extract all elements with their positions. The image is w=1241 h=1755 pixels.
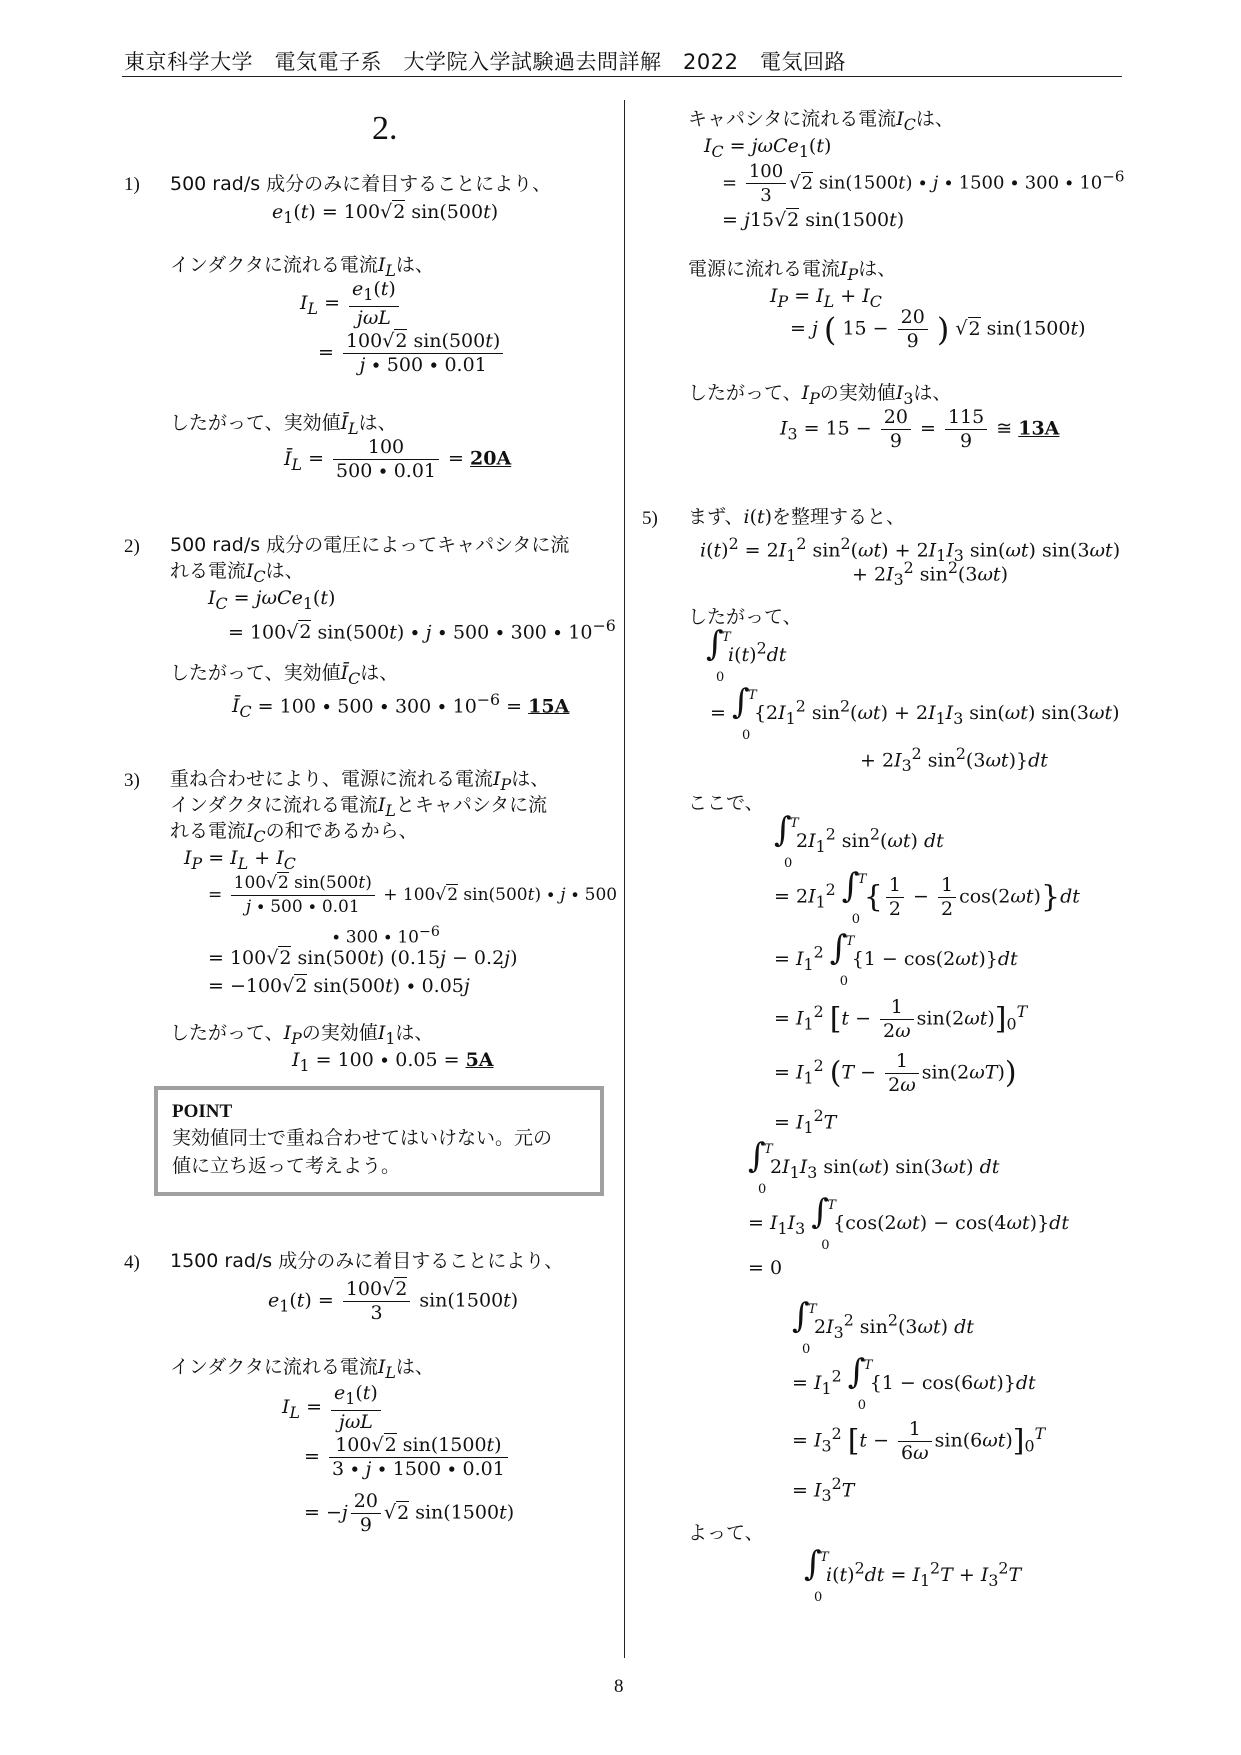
point-title: POINT <box>172 1101 233 1122</box>
eq-p3-ip-2: = $\frac{100√2 \sin(500t)}{j \cdot 500 \cdot 0.01}$ + 100√2 sin(500t) ∙ j ∙ 500 <box>208 873 618 917</box>
eq-p4-result: $I_3 = 15$ − $\frac{20}{9}$ = $\frac{115}{9}$ ≅ 13A <box>780 406 1060 452</box>
problem-2-intro-1: 500 rad/s 成分の電圧によってキャパシタに流 <box>170 534 570 556</box>
eq-p1-il-1: $I_L$ = $e_1(t)$ jωL <box>300 278 402 330</box>
problem-4-number: 4) <box>124 1252 140 1273</box>
problem-1-intro: 500 rad/s 成分のみに着目することにより、 <box>170 173 552 195</box>
page-number: 8 <box>614 1676 624 1697</box>
problem-1-number: 1) <box>124 174 140 195</box>
page-header: 東京科学大学 電気電子系 大学院入学試験過去問詳解 2022 電気回路 <box>124 50 846 74</box>
p5-here: ここで、 <box>688 792 764 814</box>
p1-inductor-line: インダクタに流れる電流$I_L$は、 <box>170 254 434 280</box>
eq-p4-ip-1: $I_P = I_L + I_C$ <box>770 285 882 311</box>
eq-p1-il-2: = $\frac{100√2 \sin(500t)}{j \cdot 500 \cdot 0.01}$ <box>318 330 506 377</box>
eq-p5-c-2: = $I_1^2$ ∫ T 0 {1 − cos(6ωt)}dt <box>792 1352 1036 1413</box>
column-divider <box>624 100 625 1658</box>
eq-p4-il-1: $I_L$ = $e_1(t)$ jωL <box>282 1382 384 1434</box>
p3-line-3: れる電流$I_C$の和であるから、 <box>170 820 418 846</box>
eq-p5-b-2: = $I_1I_3$ ∫ T 0 {cos(2ωt) − cos(4ωt)}dt <box>748 1192 1069 1253</box>
eq-p4-ic-3: = j15√2 sin(1500t) <box>722 209 905 231</box>
eq-p5-a-2: = $2I_1^2$ ∫ T 0 { $\frac{1}{2}$ − $\frac{1}{2}$ cos(2ωt)}dt <box>774 865 1080 927</box>
eq-p3-result: $I_1 = 100 \cdot 0.05 = 5A$ <box>292 1049 494 1075</box>
p3-therefore: したがって、$I_P$の実効値$I_1$は、 <box>170 1022 434 1048</box>
eq-p5-b-1: ∫ T 0 $2I_1I_3$ sin(ωt) sin(3ωt) dt <box>748 1136 1000 1197</box>
eq-p3-ip-3: = 100√2 sin(500t) (0.15j − 0.2j) <box>208 947 518 969</box>
section-title: 2. <box>372 110 398 147</box>
eq-p5-a-6: = $I_1^2T$ <box>774 1106 837 1138</box>
eq-p2-ic-1: $I_C = j\omega Ce_1(t)$ <box>208 587 336 613</box>
eq-p5-final: ∫ T 0 $i(t)^2dt = I_1^2T + I_3^2T$ <box>804 1544 1022 1605</box>
problem-2-intro-2: れる電流$I_C$は、 <box>170 560 304 586</box>
eq-p4-ic-2: = $\frac{100}{3}$ √2 $\sin(1500t) \cdot j \cdot 1500 \cdot 300 \cdot 10^{-6}$ <box>722 161 1125 206</box>
eq-p5-int-2: = ∫ T 0 {$2I_1^2$ $\sin^2(\omega t) + 2I_1I_3$ sin(ωt) sin(3ωt) <box>710 682 1120 743</box>
point-line-1: 実効値同士で重ね合わせてはいけない。元の <box>172 1127 553 1149</box>
p5-intro: まず、i(t)を整理すると、 <box>688 506 906 528</box>
eq-p1-e1: $e_1(t) = 100√2$ sin(500t) <box>272 201 499 227</box>
eq-p5-a-3: = $I_1^2$ ∫ T 0 {1 − cos(2ωt)}dt <box>774 928 1018 989</box>
header-rule <box>122 76 1122 77</box>
eq-p4-il-2: = $\frac{100√2 \sin(1500t)}{3 \cdot j \cdot 1500 \cdot 0.01}$ <box>304 1434 511 1481</box>
eq-p4-il-3: = −j $\frac{20}{9}$ √2 sin(1500t) <box>304 1490 515 1536</box>
eq-p5-c-1: ∫ T 0 $2I_3^2$ $\sin^2(3\omega t)$ dt <box>792 1296 974 1357</box>
problem-3-number: 3) <box>124 770 140 791</box>
eq-p2-result: $Ī_C = 100 \cdot 500 \cdot 300 \cdot 10^{-6} = 15A$ <box>232 690 570 722</box>
eq-p4-ip-2: = j ( 15 − $\frac{20}{9}$ ) √2 sin(1500t) <box>790 306 1086 352</box>
p5-therefore: したがって、 <box>688 606 802 628</box>
p4-therefore: したがって、$I_P$の実効値$I_3$は、 <box>688 382 952 408</box>
point-box <box>154 1086 604 1196</box>
problem-4-intro: 1500 rad/s 成分のみに着目することにより、 <box>170 1250 564 1272</box>
eq-p5-a-4: = $I_1^2$ [t − $\frac{1}{2\omega}$ $\sin(2\omega t)]_0^T$ <box>774 996 1028 1042</box>
p3-line-1: 重ね合わせにより、電源に流れる電流$I_P$は、 <box>170 768 550 794</box>
eq-p3-ip-1: $I_P = I_L + I_C$ <box>184 847 296 873</box>
eq-p5-it-1: $i(t)^2 = 2I_1^2$ $\sin^2(\omega t) + 2I_1I_3$ sin(ωt) sin(3ωt) <box>700 534 1121 566</box>
p4-source-line: 電源に流れる電流$I_P$は、 <box>688 258 897 284</box>
eq-p4-e1: $e_1(t)$ = $\frac{100√2}{3}$ sin(1500t) <box>268 1278 519 1324</box>
problem-2-number: 2) <box>124 536 140 557</box>
p5-hence: よって、 <box>688 1522 764 1544</box>
p4-capacitor-line: キャパシタに流れる電流$I_C$は、 <box>688 108 954 134</box>
p2-therefore: したがって、実効値$Ī_C$は、 <box>170 662 399 688</box>
eq-p5-int-3: + $2I_3^2$ $\sin^2(3\omega t)\}dt$ <box>860 744 1048 776</box>
problem-5-number: 5) <box>642 508 658 529</box>
eq-p5-it-2: + $2I_3^2$ $\sin^2(3\omega t)$ <box>852 558 1008 590</box>
eq-p5-a-5: = $I_1^2$ (T − $\frac{1}{2\omega}$ sin(2ωT)) <box>774 1050 1017 1096</box>
eq-p5-c-4: = $I_3^2T$ <box>792 1474 855 1506</box>
p4-inductor-line: インダクタに流れる電流$I_L$は、 <box>170 1356 434 1382</box>
eq-p2-ic-2: = 100√2 $\sin(500t) \cdot j \cdot 500 \cdot 300 \cdot 10^{-6}$ <box>228 616 616 644</box>
eq-p5-b-3: = 0 <box>748 1257 783 1279</box>
eq-p5-a-1: ∫ T 0 $2I_1^2$ $\sin^2(\omega t)$ dt <box>774 810 944 871</box>
eq-p3-ip-4: = −100√2 sin(500t) ∙ 0.05j <box>208 975 470 997</box>
eq-p3-ip-2b: ∙ $300 \cdot 10^{-6}$ <box>332 924 440 948</box>
eq-p4-ic-1: $I_C = j\omega Ce_1(t)$ <box>704 135 832 161</box>
p1-therefore: したがって、実効値$Ī_L$は、 <box>170 412 397 438</box>
eq-p1-result: $Ī_L$ = $\frac{100}{500 \cdot 0.01}$ = 20A <box>284 436 512 482</box>
point-line-2: 値に立ち返って考えよう。 <box>172 1155 401 1177</box>
eq-p5-c-3: = $I_3^2$ [t − $\frac{1}{6\omega}$ $\sin(6\omega t)]_0^T$ <box>792 1418 1046 1464</box>
eq-p5-int-1: ∫ T 0 $i(t)^2dt$ <box>706 624 787 685</box>
p3-line-2: インダクタに流れる電流$I_L$とキャパシタに流 <box>170 794 548 820</box>
